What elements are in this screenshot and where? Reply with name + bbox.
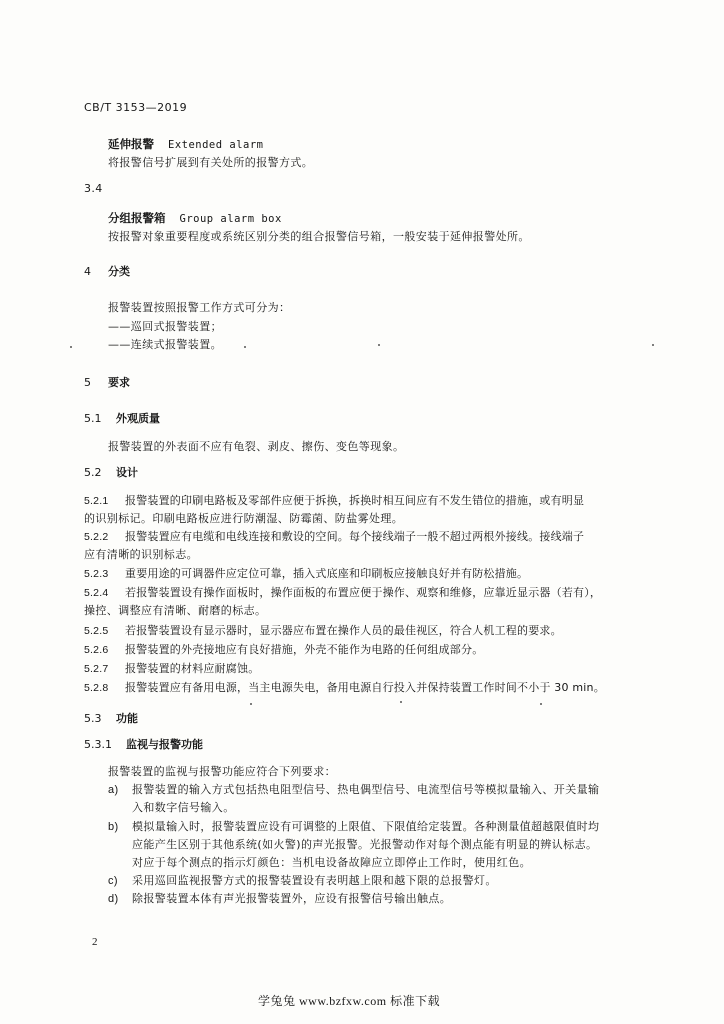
page-number: 2 xyxy=(92,936,98,948)
clause-5-2-1 xyxy=(84,492,584,508)
item-text: 报警装置的输入方式包括热电阻型信号、热电偶型信号、电流型信号等模拟量输入、开关量输 xyxy=(132,783,600,796)
section-heading-5 xyxy=(84,374,130,390)
list-item: ——巡回式报警装置； xyxy=(108,320,222,333)
item-label: d) xyxy=(108,893,119,905)
standard-number-header: CB/T 3153—2019 xyxy=(84,101,188,114)
item-label: a) xyxy=(108,784,119,796)
term-definition: 按报警对象重要程度或系统区别分类的组合报警信号箱，一般安装于延伸报警处所。 xyxy=(108,230,530,243)
clause-text: 报警装置的材料应耐腐蚀。 xyxy=(125,662,260,675)
section-title: 分类 xyxy=(108,265,130,278)
section-number: 5.1 xyxy=(84,412,102,425)
section-title: 功能 xyxy=(116,712,138,725)
clause-number: 5.2.7 xyxy=(84,663,109,675)
clause-5-2-5 xyxy=(84,622,562,638)
clause-text: 若报警装置设有显示器时，显示器应布置在操作人员的最佳视区，符合人机工程的要求。 xyxy=(125,624,562,637)
term-en: Group alarm box xyxy=(179,213,282,225)
section-number: 5.3.1 xyxy=(84,738,112,751)
clause-5-2-7 xyxy=(84,660,259,676)
section-heading-5-2 xyxy=(84,464,138,480)
clause-number: 5.2.1 xyxy=(84,495,109,507)
term-group-alarm-box xyxy=(108,210,282,226)
item-text: 除报警装置本体有声光报警装置外，应设有报警信号输出触点。 xyxy=(132,892,452,905)
section-number: 5.2 xyxy=(84,466,102,479)
clause-number: 5.2.8 xyxy=(84,682,109,694)
item-label: c) xyxy=(108,875,118,887)
section-title: 要求 xyxy=(108,376,130,389)
paragraph: 报警装置的监视与报警功能应符合下列要求： xyxy=(108,765,336,778)
section-heading-5-3-1 xyxy=(84,736,203,752)
section-title: 设计 xyxy=(116,466,138,479)
scan-speck xyxy=(652,344,654,346)
term-cn: 延伸报警 xyxy=(108,137,154,151)
scan-speck xyxy=(378,344,380,346)
section-heading-4 xyxy=(84,263,130,279)
scan-speck xyxy=(250,703,252,705)
term-definition: 将报警信号扩展到有关处所的报警方式。 xyxy=(108,156,314,169)
term-cn: 分组报警箱 xyxy=(108,211,166,225)
item-text: 采用巡回监视报警方式的报警装置设有表明越上限和越下限的总报警灯。 xyxy=(132,874,497,887)
clause-text: 报警装置的印刷电路板及零部件应便于拆换，拆换时相互间应有不发生错位的措施，或有明显 xyxy=(125,494,585,507)
clause-text: 重要用途的可调器件应定位可靠，插入式底座和印刷板应接触良好并有防松措施。 xyxy=(125,567,529,580)
section-title: 监视与报警功能 xyxy=(126,738,203,751)
list-item-b xyxy=(108,818,599,834)
item-text-continued: 应能产生区别于其他系统(如火警)的声光报警。光报警动作对每个测点能有明显的辨认标志。 xyxy=(132,838,598,851)
clause-number: 5.2.2 xyxy=(84,531,109,543)
clause-5-2-4 xyxy=(84,584,601,600)
clause-number: 3.4 xyxy=(84,182,103,195)
clause-number: 5.2.4 xyxy=(84,587,109,599)
section-title: 外观质量 xyxy=(116,412,160,425)
footer-watermark: 学兔兔 www.bzfxw.com 标准下载 xyxy=(258,994,441,1008)
paragraph: 报警装置的外表面不应有龟裂、剥皮、擦伤、变色等现象。 xyxy=(108,440,405,453)
clause-5-2-3 xyxy=(84,565,528,581)
clause-text: 报警装置应有电缆和电线连接和敷设的空间。每个接线端子一般不超过两根外接线。接线端子 xyxy=(125,530,585,543)
scan-speck xyxy=(400,701,402,703)
term-en: Extended alarm xyxy=(168,139,264,151)
list-item-d xyxy=(108,890,451,906)
clause-text-continued: 操控、调整应有清晰、耐磨的标志。 xyxy=(84,604,267,617)
clause-number: 5.2.6 xyxy=(84,644,109,656)
section-number: 4 xyxy=(84,265,91,278)
section-heading-5-1 xyxy=(84,410,160,426)
paragraph: 报警装置按照报警工作方式可分为： xyxy=(108,301,291,314)
scan-speck xyxy=(540,703,542,705)
list-item-c xyxy=(108,872,497,888)
clause-number: 5.2.3 xyxy=(84,568,109,580)
clause-text: 报警装置的外壳接地应有良好措施，外壳不能作为电路的任何组成部分。 xyxy=(125,643,484,656)
clause-text-continued: 的识别标记。印刷电路板应进行防潮湿、防霉菌、防盐雾处理。 xyxy=(84,512,404,525)
clause-5-2-2 xyxy=(84,528,584,544)
clause-text: 报警装置应有备用电源，当主电源失电，备用电源自行投入并保持装置工作时间不小于 30 min。 xyxy=(125,681,605,694)
item-label: b) xyxy=(108,821,119,833)
list-item-a xyxy=(108,781,599,797)
section-number: 5 xyxy=(84,376,91,389)
item-text-continued: 入和数字信号输入。 xyxy=(132,801,235,814)
item-text-continued: 对应于每个测点的指示灯颜色：当机电设备故障应立即停止工作时，使用红色。 xyxy=(132,856,531,869)
scan-speck xyxy=(244,346,246,348)
clause-text-continued: 应有清晰的识别标志。 xyxy=(84,548,198,561)
term-extended-alarm xyxy=(108,136,264,152)
clause-text: 若报警装置设有操作面板时，操作面板的布置应便于操作、观察和维修，应靠近显示器（若有）， xyxy=(125,586,602,599)
section-heading-5-3 xyxy=(84,710,138,726)
clause-5-2-6 xyxy=(84,641,483,657)
section-number: 5.3 xyxy=(84,712,102,725)
item-text: 模拟量输入时，报警装置应设有可调整的上限值、下限值给定装置。各种测量值超越限值时均 xyxy=(132,820,600,833)
list-item: ——连续式报警装置。 xyxy=(108,338,222,351)
clause-5-2-8 xyxy=(84,679,605,695)
scan-speck xyxy=(70,346,72,348)
clause-number: 5.2.5 xyxy=(84,625,109,637)
